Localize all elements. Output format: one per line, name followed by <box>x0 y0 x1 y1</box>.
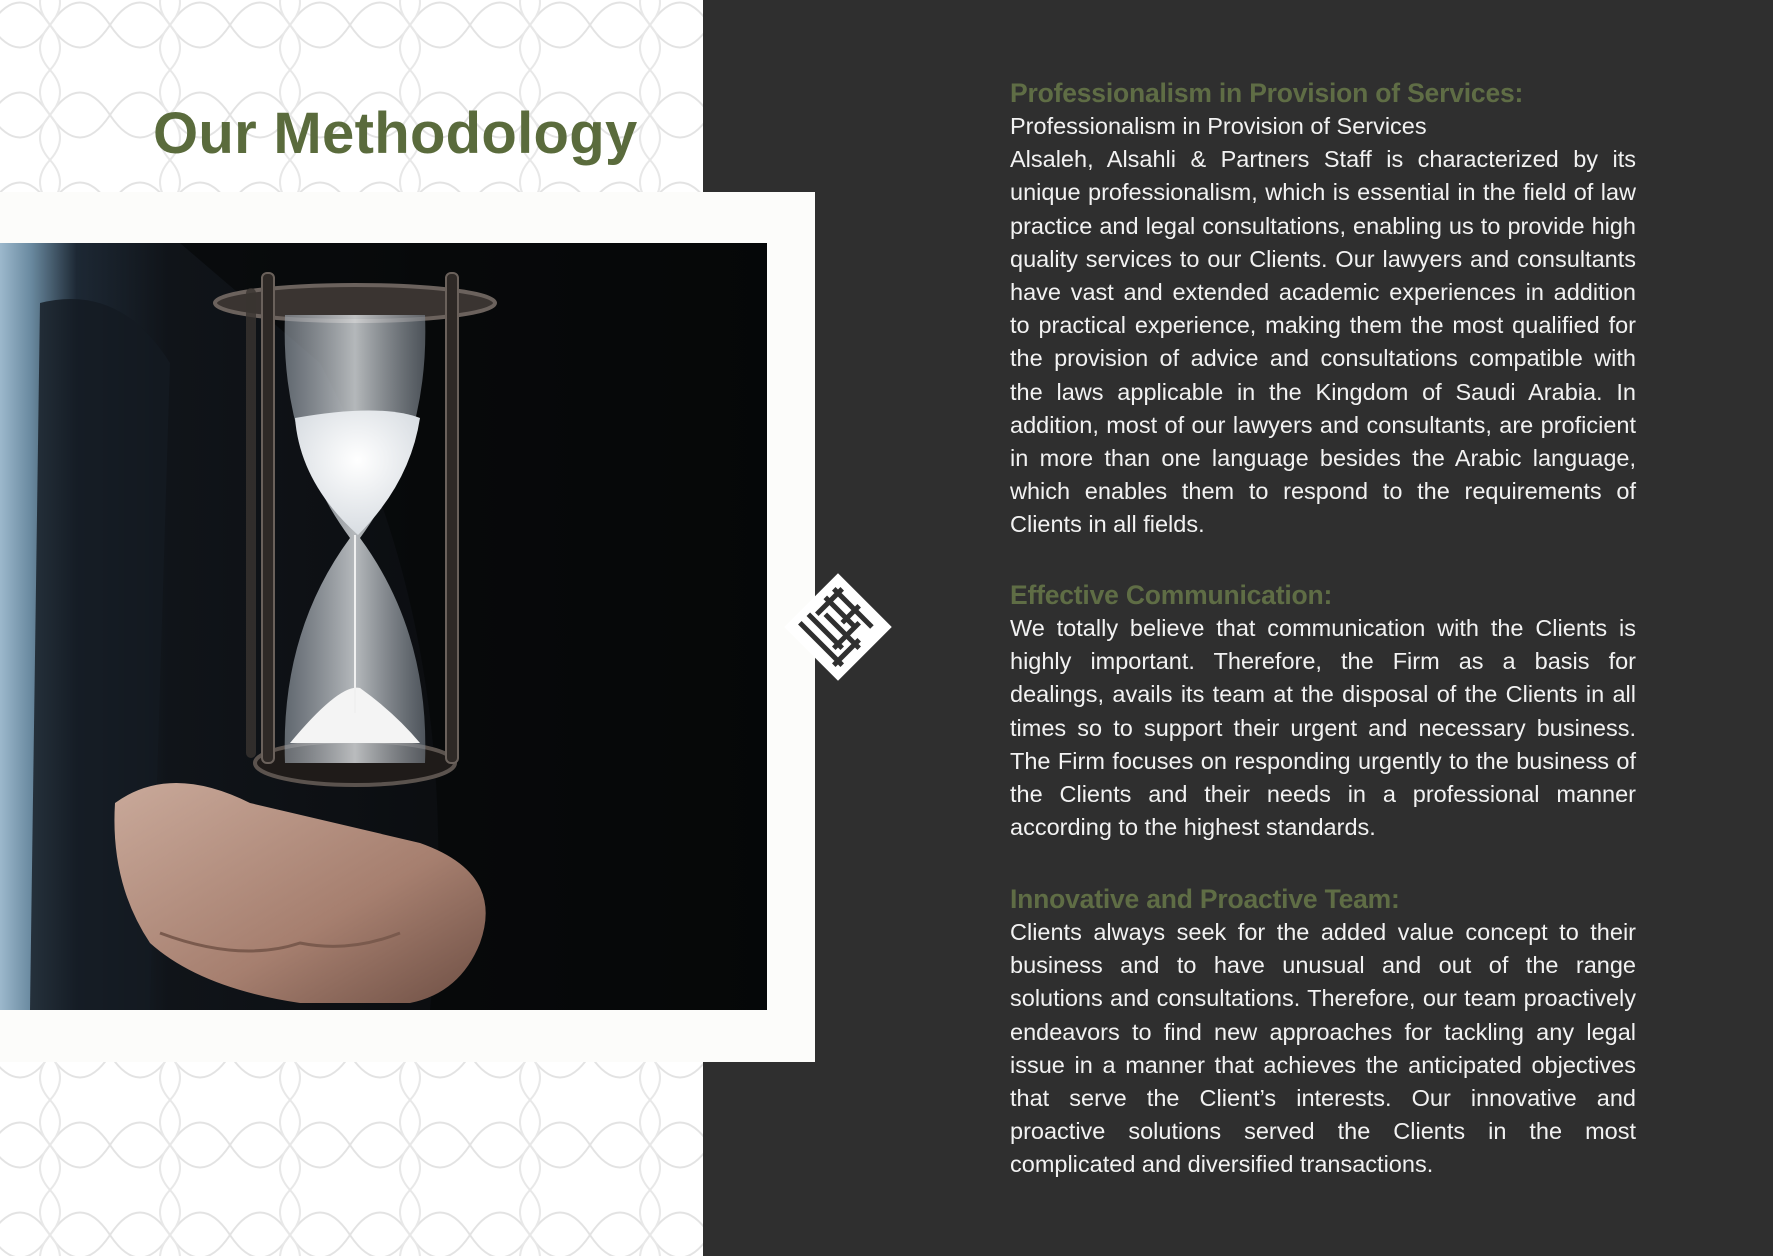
section-body: Alsaleh, Alsahli & Partners Staff is characterized by its unique professionalism, which is essential in the field of law practice and legal consultations, enabling us to provide high quality services to our Clients. Our lawyers and consultants have vast and extended academic experiences in addition to practical experience, making them the most qualified for the provision of advice and consultations compatible with the laws applicable in the Kingdom of Saudi Arabia. In addition, most of our lawyers and consultants, are proficient in more than one language besides the Arabic language, which enables them to respond to the requirements of Clients in all fields. <box>1010 146 1636 538</box>
section-subheading: Professionalism in Provision of Services <box>1010 113 1427 139</box>
section-professionalism <box>1010 76 1636 542</box>
section-body: We totally believe that communication with the Clients is highly important. Therefore, the Firm as a basis for dealings, avails its team at the disposal of the Clients in all times so to support their urgent and necessary business. The Firm focuses on responding urgently to the business of the Clients and their needs in a professional manner according to the highest standards. <box>1010 615 1636 841</box>
section-heading: Innovative and Proactive Team: <box>1010 884 1400 914</box>
section-heading: Effective Communication: <box>1010 580 1333 610</box>
page-title: Our Methodology <box>153 101 638 166</box>
decorative-pattern-bottom <box>0 1030 703 1256</box>
firm-logo <box>779 568 897 686</box>
section-communication <box>1010 578 1636 844</box>
section-innovative-team <box>1010 882 1636 1182</box>
section-body: Clients always seek for the added value concept to their business and to have unusual and out of the range solutions and consultations. Therefore, our team proactively endeavors to find new approaches for tackling any legal issue in a manner that achieves the anticipated objectives that serve the Client’s interests. Our innovative and proactive solutions served the Clients in the most complicated and diversified transactions. <box>1010 919 1636 1178</box>
hourglass-photo <box>0 243 767 1010</box>
section-heading: Professionalism in Provision of Services: <box>1010 78 1524 108</box>
